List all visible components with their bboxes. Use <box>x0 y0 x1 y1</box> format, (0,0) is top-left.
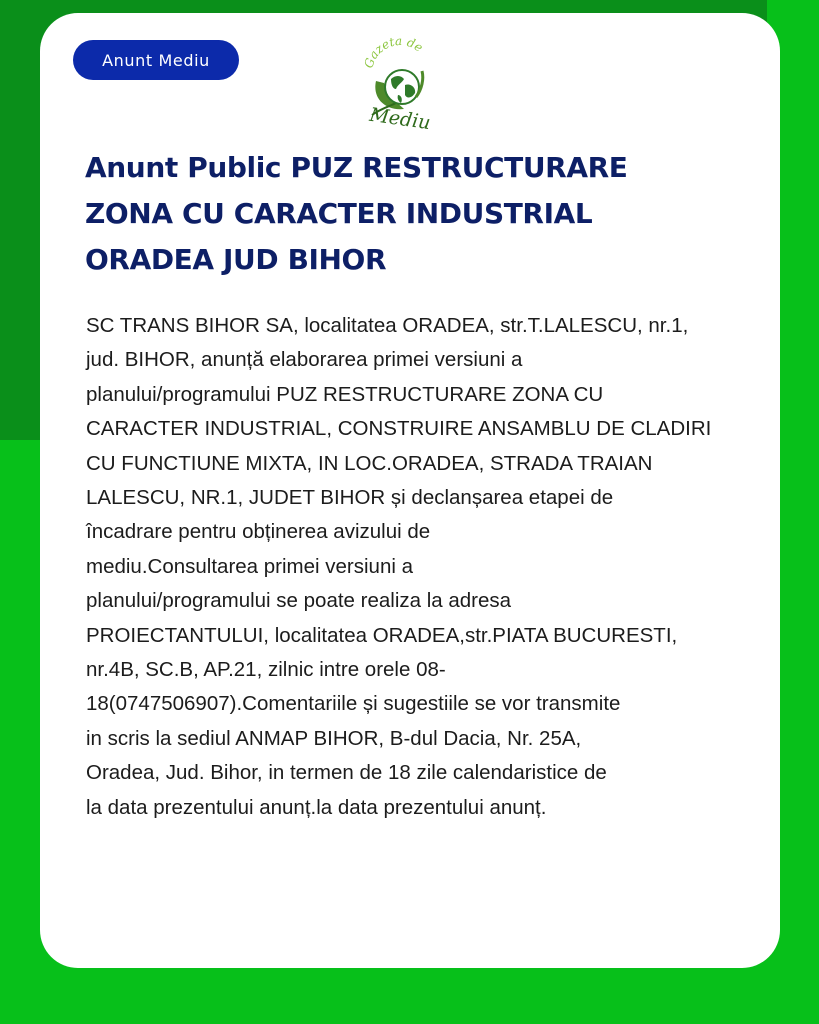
title-line: ORADEA JUD BIHOR <box>85 243 387 276</box>
category-badge-label: Anunt Mediu <box>102 50 210 70</box>
svg-text:Gazeta de <box>361 37 425 70</box>
body-line: mediu.Consultarea primei versiuni a <box>86 554 414 578</box>
body-line: nr.4B, SC.B, AP.21, zilnic intre orele 08- <box>86 658 446 682</box>
body-line: CARACTER INDUSTRIAL, CONSTRUIRE ANSAMBLU DE CLADIRI <box>86 417 712 441</box>
announcement-card <box>40 13 780 968</box>
body-line: PROIECTANTULUI, localitatea ORADEA,str.PIATA BUCURESTI, <box>86 623 678 647</box>
body-line: SC TRANS BIHOR SA, localitatea ORADEA, str.T.LALESCU, nr.1, <box>86 314 689 337</box>
body-line: la data prezentului anunț.la data prezentului anunț. <box>86 795 547 819</box>
body-line: Oradea, Jud. Bihor, in termen de 18 zile calendaristice de <box>86 761 607 785</box>
body-line: CU FUNCTIUNE MIXTA, IN LOC.ORADEA, STRADA TRAIAN <box>86 451 653 475</box>
body-line: planului/programului PUZ RESTRUCTURARE ZONA CU <box>86 382 604 406</box>
title-line: Anunt Public PUZ RESTRUCTURARE <box>85 151 628 184</box>
body-line: încadrare pentru obținerea avizului de <box>86 520 431 544</box>
announcement-title <box>85 145 745 283</box>
logo-bottom-text: Mediu <box>368 103 432 129</box>
body-line: jud. BIHOR, anunță elaborarea primei versiuni a <box>86 348 523 372</box>
title-line: ZONA CU CARACTER INDUSTRIAL <box>85 197 593 230</box>
category-badge[interactable] <box>73 40 239 80</box>
body-line: in scris la sediul ANMAP BIHOR, B-dul Dacia, Nr. 25A, <box>86 726 582 750</box>
body-line: 18(0747506907).Comentariile și sugestiile se vor transmite <box>86 692 621 716</box>
gazeta-de-mediu-logo <box>358 37 442 129</box>
globe-leaf-icon <box>358 37 442 129</box>
body-line: planului/programului se poate realiza la adresa <box>86 589 512 613</box>
logo-top-text: Gazeta de <box>361 37 426 70</box>
announcement-body <box>86 309 746 825</box>
body-line: LALESCU, NR.1, JUDET BIHOR și declanșarea etapei de <box>86 486 614 510</box>
